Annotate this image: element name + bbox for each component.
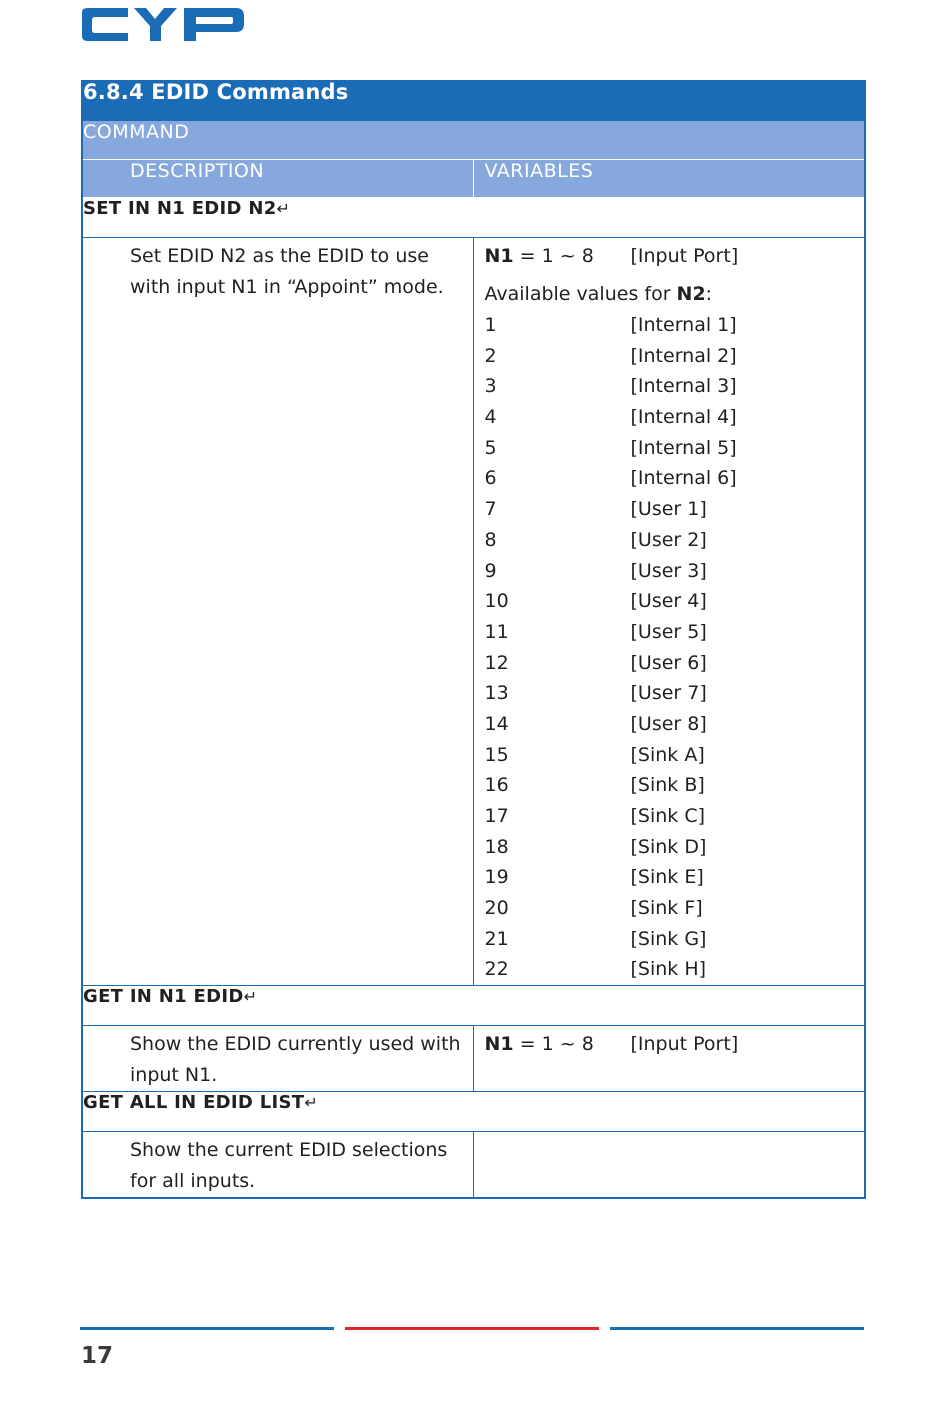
- footer-rule-right: [610, 1327, 864, 1330]
- header-description: DESCRIPTION: [82, 160, 473, 198]
- command-row: [82, 986, 865, 1026]
- section-title: 6.8.4 EDID Commands: [82, 80, 865, 121]
- available-values-label: Available values for N2:: [484, 283, 713, 305]
- footer-rule-center: [345, 1327, 599, 1330]
- value-list-item: 11 [User 5]: [484, 620, 707, 643]
- header-command-row: [82, 121, 865, 160]
- edid-commands-table: [81, 80, 866, 1199]
- value-list-item: 5 [Internal 5]: [484, 436, 737, 459]
- footer-rule-left: [80, 1327, 334, 1330]
- value-list-item: 15 [Sink A]: [484, 743, 705, 766]
- value-list-item: 12 [User 6]: [484, 651, 707, 674]
- command-variables: [473, 1132, 865, 1199]
- cyp-logo: [80, 6, 246, 42]
- command-name: GET IN N1 EDID↵: [82, 986, 865, 1026]
- value-list-item: 3 [Internal 3]: [484, 375, 737, 398]
- command-description: Set EDID N2 as the EDID to use with input N1 in “Appoint” mode.: [82, 238, 473, 986]
- value-list-item: 22 [Sink H]: [484, 958, 707, 981]
- value-list-item: 4 [Internal 4]: [484, 406, 737, 429]
- description-row: [82, 1026, 865, 1092]
- value-list-item: 17 [Sink C]: [484, 805, 706, 827]
- command-name: SET IN N1 EDID N2↵: [82, 198, 865, 238]
- table-title-row: [82, 80, 865, 121]
- return-icon: ↵: [304, 1093, 319, 1113]
- command-name: GET ALL IN EDID LIST↵: [82, 1092, 865, 1132]
- command-row: [82, 198, 865, 238]
- variable-n1: N1 = 1 ~ 8 [Input Port]: [484, 245, 739, 267]
- page-number: 17: [81, 1343, 114, 1369]
- header-command: COMMAND: [82, 121, 865, 160]
- command-variables: [473, 238, 865, 986]
- value-list-item: 13 [User 7]: [484, 682, 707, 705]
- command-description: Show the EDID currently used with input N1.: [82, 1026, 473, 1092]
- description-row: [82, 238, 865, 986]
- command-description: Show the current EDID selections for all inputs.: [82, 1132, 473, 1199]
- return-icon: ↵: [243, 987, 258, 1007]
- value-list-item: 6 [Internal 6]: [484, 467, 737, 490]
- value-list-item: 18 [Sink D]: [484, 835, 707, 858]
- value-list: [485, 310, 865, 985]
- value-list-item: 7 [User 1]: [484, 498, 707, 521]
- variable-n1: N1 = 1 ~ 8 [Input Port]: [484, 1033, 739, 1056]
- return-icon: ↵: [276, 199, 291, 218]
- header-variables: VARIABLES: [473, 160, 865, 198]
- value-list-item: 2 [Internal 2]: [484, 344, 737, 367]
- header-columns-row: [82, 160, 865, 198]
- value-list-item: 19 [Sink E]: [484, 866, 704, 889]
- value-list-item: 1 [Internal 1]: [484, 314, 737, 336]
- value-list-item: 10 [User 4]: [484, 590, 707, 613]
- value-list-item: 16 [Sink B]: [484, 774, 705, 797]
- command-row: [82, 1092, 865, 1132]
- value-list-item: 20 [Sink F]: [484, 897, 703, 920]
- description-row: [82, 1132, 865, 1199]
- value-list-item: 8 [User 2]: [484, 528, 707, 551]
- value-list-item: 14 [User 8]: [484, 712, 707, 735]
- command-variables: [473, 1026, 865, 1092]
- value-list-item: 21 [Sink G]: [484, 927, 707, 950]
- value-list-item: 9 [User 3]: [484, 559, 707, 582]
